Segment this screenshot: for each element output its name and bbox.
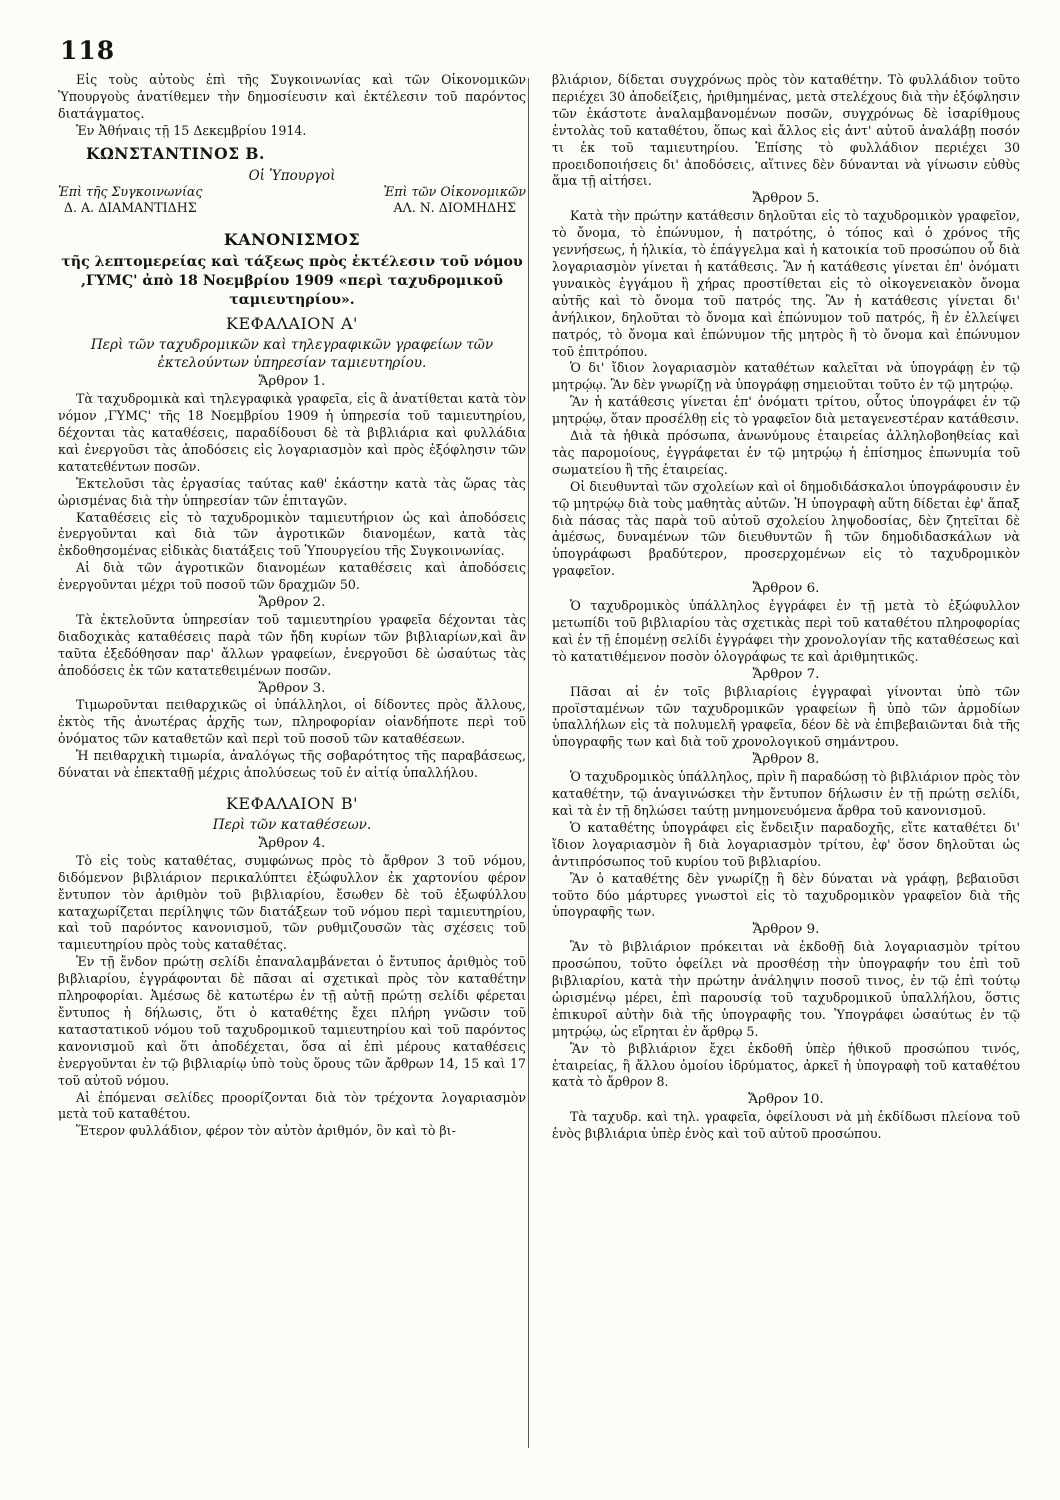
decree-closing-paragraph: Εἰς τοὺς αὐτοὺς ἐπὶ τῆς Συγκοινωνίας καὶ τῶν Οἰκονομικῶν Ὑπουργοὺς ἀνατίθεμεν τὴν δημοσίευσιν καὶ ἐκτέλεσιν τοῦ παρόντος διατάγματος. <box>58 72 526 121</box>
page-number: 118 <box>60 36 116 65</box>
article-paragraph: Ἕτερον φυλλάδιον, φέρον τὸν αὐτὸν ἀριθμόν, ὃν καὶ τὸ βι- <box>76 1123 456 1139</box>
article-paragraph-continued: βλιάριον, δίδεται συγχρόνως πρὸς τὸν καταθέτην. Τὸ φυλλάδιον τοῦτο περιέχει 30 ἀποδείξεις, ἠριθμημένας, μετὰ στελέχους διὰ τὴν ἐξόφλησιν τῶν ἑκάστοτε ἀναλαμβανομένων ποσῶν, συγχρόνως δὲ ἰσαρίθμους ἐντολὰς τοῦ καταθέτου, ὅπως καὶ ἄλλος εἰς ἀντ' αὐτοῦ ἀναλάβῃ ποσόν τι ἐκ τοῦ ταμιευτηρίου. Ἐπίσης τὸ φυλλάδιον περιέχει 30 προειδοποιήσεις δι' ἀποδόσεις, αἵτινες δὲν δύνανται νὰ γίνωσιν εὐθὺς ἅμα τῇ αἰτήσει. <box>552 72 1020 189</box>
article-paragraph: Αἱ διὰ τῶν ἀγροτικῶν διανομέων καταθέσεις καὶ ἀποδόσεις ἐνεργοῦνται μέχρι τοῦ ποσοῦ τῶν δραχμῶν 50. <box>58 560 526 593</box>
article-paragraph: Καταθέσεις εἰς τὸ ταχυδρομικὸν ταμιευτήριον ὡς καὶ ἀποδόσεις ἐνεργοῦνται καὶ διὰ τῶν ἀγροτικῶν διανομέων, κατὰ τὰς ἐκδοθησομένας εἰδικὰς διατάξεις τοῦ Ὑπουργείου τῆς Συγκοινωνίας. <box>58 509 526 559</box>
article-paragraph: Ὁ δι' ἴδιον λογαριασμὸν καταθέτων καλεῖται νὰ ὑπογράφῃ ἐν τῷ μητρῴῳ. Ἂν δὲν γνωρίζῃ νὰ ὑπογράφῃ σημειοῦται τοῦτο ἐν τῷ μητρῴῳ. <box>552 360 1020 393</box>
article-5-heading: Ἄρθρον 5. <box>752 191 820 207</box>
article-paragraph: Ὁ ταχυδρομικὸς ὑπάλληλος ἐγγράφει ἐν τῇ μετὰ τὸ ἐξώφυλλον μετωπίδι τοῦ βιβλιαρίου τὰς σχετικὰς περὶ τοῦ καταθέτου πληροφορίας καὶ ἐν τῇ ἑπομένῃ σελίδι ἐγγράφει τὴν χρονολογίαν τῆς καταθέσεως καὶ τὸ κατατιθέμενον ποσὸν ὁλογράφως τε καὶ ἀριθμητικῶς. <box>552 598 1020 664</box>
article-paragraph: Τὰ ἐκτελοῦντα ὑπηρεσίαν τοῦ ταμιευτηρίου γραφεῖα δέχονται τὰς διαδοχικὰς καταθέσεις παρὰ τῶν ἤδη κυρίων τῶν βιβλιαρίων,καὶ ἂν ταῦτα ἐξεδόθησαν παρ' ἄλλων γραφείων, ἐνεργοῦσι δὲ ὡσαύτως τὰς ἀποδόσεις ἐκ τῶν κατατεθειμένων ποσῶν. <box>58 611 526 678</box>
article-4-heading: Ἄρθρον 4. <box>258 835 326 851</box>
left-column <box>58 72 526 1143</box>
article-paragraph: Αἱ ἑπόμεναι σελίδες προορίζονται διὰ τὸν τρέχοντα λογαριασμὸν μετὰ τοῦ καταθέτου. <box>58 1089 526 1122</box>
article-9-heading: Ἄρθρον 9. <box>752 922 820 938</box>
minister-role: Ἐπὶ τῆς Συγκοινωνίας <box>58 184 203 200</box>
article-paragraph: Ἂν ὁ καταθέτης δὲν γνωρίζῃ ἢ δὲν δύναται νὰ γράφῃ, βεβαιοῦσι τοῦτο δύο μάρτυρες γνωστοὶ εἰς τὸ ταχυδρομικὸν γραφεῖον διὰ τῆς ὑπογραφῆς των. <box>552 870 1020 920</box>
article-paragraph: Ἡ πειθαρχικὴ τιμωρία, ἀναλόγως τῆς σοβαρότητος τῆς παραβάσεως, δύναται νὰ ἐπεκταθῇ μέχρις ἀπολύσεως τοῦ ἐν αἰτίᾳ ὑπαλλήλου. <box>58 748 526 781</box>
minister-name: ΑΛ. Ν. ΔΙΟΜΗΔΗΣ <box>393 200 516 216</box>
article-paragraph: Ἐν τῇ ἔνδον πρώτῃ σελίδι ἐπαναλαμβάνεται ὁ ἔντυπος ἀριθμὸς τοῦ βιβλιαρίου, ἐγγράφονται δὲ πᾶσαι αἱ σχετικαὶ πρὸς τὸν καταθέτην πληροφορίαι. Ἀμέσως δὲ κατωτέρω ἐν τῇ αὐτῇ πρώτῃ σελίδι φέρεται ἔντυπος ἡ δήλωσις, ὅτι ὁ καταθέτης ἔχει πλήρη γνῶσιν τοῦ καταστατικοῦ νόμου τοῦ ταχυδρομικοῦ ταμιευτηρίου καὶ τοῦ παρόντος κανονισμοῦ καὶ ὅτι ἀποδέχεται, ὅσα αἱ ἐπὶ μέρους καταθέσεις ἐνεργοῦνται ἐν τῷ βιβλιαρίῳ ὑπὸ τοὺς ὅρους τῶν ἄρθρων 14, 15 καὶ 17 τοῦ αὐτοῦ νόμου. <box>58 954 526 1088</box>
spacer <box>58 782 526 790</box>
chapter-a-subtitle: Περὶ τῶν ταχυδρομικῶν καὶ τηλεγραφικῶν γραφείων τῶν ἐκτελούντων ὑπηρεσίαν ταμιευτηρίου. <box>90 337 494 372</box>
article-paragraph: Διὰ τὰ ἠθικὰ πρόσωπα, ἀνωνύμους ἑταιρείας ἀλληλοβοηθείας καὶ τὰς παρομοίους, ἐγγράφεται ἐν τῷ μητρῴῳ ἡ ἐπίσημος ἐπωνυμία τοῦ σωματείου ἢ τῆς ἑταιρείας. <box>552 428 1020 477</box>
article-paragraph: Τὰ ταχυδρ. καὶ τηλ. γραφεῖα, ὀφείλουσι νὰ μὴ ἐκδίδωσι πλείονα τοῦ ἑνὸς βιβλιάρια ὑπὲρ ἑνὸς καὶ τοῦ αὐτοῦ προσώπου. <box>552 1109 1020 1142</box>
ministers-heading: Οἱ Ὑπουργοὶ <box>248 167 336 184</box>
article-7-heading: Ἄρθρον 7. <box>752 666 820 682</box>
article-paragraph: Τὸ εἰς τοὺς καταθέτας, συμφώνως πρὸς τὸ ἄρθρον 3 τοῦ νόμου, διδόμενον βιβλιάριον περικαλύπτει ἐξώφυλλον ἐκ χαρτονίου φέρον ἔντυπον τὸν ἀριθμὸν τοῦ βιβλιαρίου, ἔσωθεν δὲ τοῦ ἐξωφύλλου καταχωρίζεται περίληψις τῶν διατάξεων τοῦ νόμου περὶ ταμιευτηρίου, καὶ τοῦ παρόντος κανονισμοῦ, τῶν ρυθμιζουσῶν τὰς σχέσεις τοῦ ταμιευτηρίου πρὸς τοὺς καταθέτας. <box>58 852 526 953</box>
article-paragraph: Τιμωροῦνται πειθαρχικῶς οἱ ὑπάλληλοι, οἱ δίδοντες πρὸς ἄλλους, ἐκτὸς τῆς ἀνωτέρας ἀρχῆς των, πληροφορίαν οἱανδήποτε περὶ τοῦ ὀνόματος τῶν καταθετῶν καὶ περὶ τοῦ ποσοῦ τῶν καταθέσεων. <box>58 697 526 747</box>
article-paragraph: Τὰ ταχυδρομικὰ καὶ τηλεγραφικὰ γραφεῖα, εἰς ἃ ἀνατίθεται κατὰ τὸν νόμον ,ΓΥΜϚ' τῆς 18 Νοεμβρίου 1909 ἡ ὑπηρεσία τοῦ ταμιευτηρίου, δέχονται τὰς καταθέσεις, παραδίδουσι δὲ τὰ βιβλιάρια καὶ φυλλάδια καὶ ἐνεργοῦσι τὰς ἀποδόσεις εἰς λογαριασμὸν καὶ πρὸς ἐξόφλησιν τῶν κατατεθέντων ποσῶν. <box>58 391 526 474</box>
article-paragraph: Ἂν ἡ κατάθεσις γίνεται ἐπ' ὀνόματι τρίτου, οὗτος ὑπογράφει ἐν τῷ μητρῴῳ, ὅταν προσέλθῃ εἰς τὸ γραφεῖον διὰ μεταγενεστέραν κατάθεσιν. <box>552 394 1020 427</box>
article-3-heading: Ἄρθρον 3. <box>258 680 326 696</box>
article-paragraph: Ἐκτελοῦσι τὰς ἐργασίας ταύτας καθ' ἑκάστην κατὰ τὰς ὥρας τὰς ὡρισμένας διὰ τὴν ὑπηρεσίαν τῶν ἐπιταγῶν. <box>58 475 526 508</box>
article-paragraph: Ὁ καταθέτης ὑπογράφει εἰς ἔνδειξιν παραδοχῆς, εἴτε καταθέτει δι' ἴδιον λογαριασμὸν ἢ διὰ λογαριασμὸν τρίτου, ἐφ' ὅσον δηλοῦται ὡς ἀντιπρόσωπος τοῦ κυρίου τοῦ βιβλιαρίου. <box>552 819 1020 869</box>
king-signature: ΚΩΝΣΤΑΝΤΙΝΟΣ Β. <box>86 143 265 163</box>
article-paragraph: Οἱ διευθυνταὶ τῶν σχολείων καὶ οἱ δημοδιδάσκαλοι ὑπογράφουσιν ἐν τῷ μητρῴῳ διὰ τοὺς μαθητὰς αὐτῶν. Ἡ ὑπογραφὴ αὕτη δίδεται ἐφ' ἅπαξ διὰ πάσας τὰς παρὰ τοῦ αὐτοῦ σχολείου ληψοδοσίας, δὲν ζητεῖται δὲ ἀμέσως, δυναμένων τῶν διευθυντῶν ἢ τῶν δημοδιδασκάλων νὰ ὑπογράφωσι βραδύτερον, προσερχομένων εἰς τὸ ταχυδρομικὸν γραφεῖον. <box>552 478 1020 579</box>
article-8-heading: Ἄρθρον 8. <box>752 752 820 768</box>
article-2-heading: Ἄρθρον 2. <box>258 595 326 611</box>
regulation-subtitle: τῆς λεπτομερείας καὶ τάξεως πρὸς ἐκτέλεσιν τοῦ νόμου ,ΓΥΜϚ' ἀπὸ 18 Νοεμβρίου 1909 «περὶ ταχυδρομικοῦ ταμιευτηρίου». <box>61 254 523 309</box>
article-6-heading: Ἄρθρον 6. <box>752 581 820 597</box>
minister-communications <box>58 184 202 216</box>
minister-finance <box>383 184 526 216</box>
chapter-b-title: ΚΕΦΑΛΑΙΟΝ Β' <box>225 794 359 813</box>
article-10-heading: Ἄρθρον 10. <box>748 1092 824 1108</box>
article-paragraph: Ἂν τὸ βιβλιάριον ἔχει ἐκδοθῆ ὑπὲρ ἠθικοῦ προσώπου τινός, ἑταιρείας, ἢ ἄλλου ὁμοίου ἱδρύματος, ἀρκεῖ ἡ ὑπογραφὴ τοῦ καταθέτου κατὰ τὸ ἄρθρον 8. <box>552 1040 1020 1090</box>
ministers-signatures <box>58 184 526 216</box>
minister-name: Δ. Α. ΔΙΑΜΑΝΤΙΔΗΣ <box>63 200 197 216</box>
article-paragraph: Ὁ ταχυδρομικὸς ὑπάλληλος, πρὶν ἢ παραδώσῃ τὸ βιβλιάριον πρὸς τὸν καταθέτην, τῷ ἀναγινώσκει τὴν ἔντυπον δήλωσιν ἐν τῇ πρώτῃ σελίδι, καὶ τὰ ἐν τῇ δηλώσει ταύτῃ μνημονευόμενα ἄρθρα τοῦ κανονισμοῦ. <box>552 769 1020 818</box>
regulation-title: ΚΑΝΟΝΙΣΜΟΣ <box>223 230 361 250</box>
article-paragraph: Ἂν τὸ βιβλιάριον πρόκειται νὰ ἐκδοθῇ διὰ λογαριασμὸν τρίτου προσώπου, τοῦτο ὀφείλει νὰ προσθέσῃ τὴν ὑπογραφήν του ἐπὶ τοῦ βιβλιαρίου, κατὰ τὴν πρώτην ἀνάληψιν ποσοῦ τινος, ἐν τῷ ἐπὶ τούτῳ ὡρισμένῳ μέρει, ἐπὶ παρουσίᾳ τοῦ ταχυδρομικοῦ ὑπαλλήλου, ὅστις ἐπικυροῖ αὐτὴν διὰ τῆς ὑπογραφῆς του. Ὑπογράφει ὡσαύτως ἐν τῷ μητρῴῳ, ὡς εἴρηται ἐν ἄρθρῳ 5. <box>552 939 1020 1039</box>
minister-role: Ἐπὶ τῶν Οἰκονομικῶν <box>383 184 526 200</box>
article-paragraph: Πᾶσαι αἱ ἐν τοῖς βιβλιαρίοις ἐγγραφαὶ γίνονται ὑπὸ τῶν προϊσταμένων τῶν ταχυδρομικῶν γραφείων ἢ ὑπὸ τῶν ἁρμοδίων ὑπαλλήλων εἰς τὰ πολυμελῆ γραφεῖα, δέον δὲ νὰ ἐπιβεβαιῶνται διὰ τῆς ὑπογραφῆς των καὶ διὰ τοῦ χρονολογικοῦ σημάντρου. <box>552 683 1020 750</box>
chapter-b-subtitle: Περὶ τῶν καταθέσεων. <box>212 816 372 833</box>
article-1-heading: Ἄρθρον 1. <box>258 374 326 390</box>
columns <box>58 72 1020 1143</box>
decree-date: Ἐν Ἀθήναις τῇ 15 Δεκεμβρίου 1914. <box>76 122 307 138</box>
right-column <box>552 72 1020 1143</box>
article-paragraph: Κατὰ τὴν πρώτην κατάθεσιν δηλοῦται εἰς τὸ ταχυδρομικὸν γραφεῖον, τὸ ὄνομα, τὸ ἐπώνυμον, ἡ πατρότης, ὁ τόπος καὶ ὁ χρόνος τῆς γεννήσεως, ἡ ἡλικία, τὸ ἐπάγγελμα καὶ ἡ κατοικία τοῦ προσώπου οὗ διὰ λογαριασμὸν γίνεται ἡ κατάθεσις. Ἂν ἡ κατάθεσις γίνεται ἐπ' ὀνόματι γυναικὸς ἐγγάμου ἢ χήρας προστίθεται εἰς τὸ οἰκογενειακὸν ὄνομα αὐτῆς καὶ τὸ ὄνομα τοῦ πατρός της. Ἂν ἡ κατάθεσις γίνεται δι' ἀνήλικον, δηλοῦται τὸ ὄνομα καὶ ἐπώνυμον τοῦ πατρός, ἢ ἐν ἐλλείψει πατρός, τὸ ὄνομα καὶ ἐπώνυμον τῆς μητρὸς ἢ τὸ ὄνομα καὶ ἐπώνυμον τοῦ ἐπιτρόπου. <box>552 208 1020 359</box>
chapter-a-title: ΚΕΦΑΛΑΙΟΝ Α' <box>226 314 358 334</box>
